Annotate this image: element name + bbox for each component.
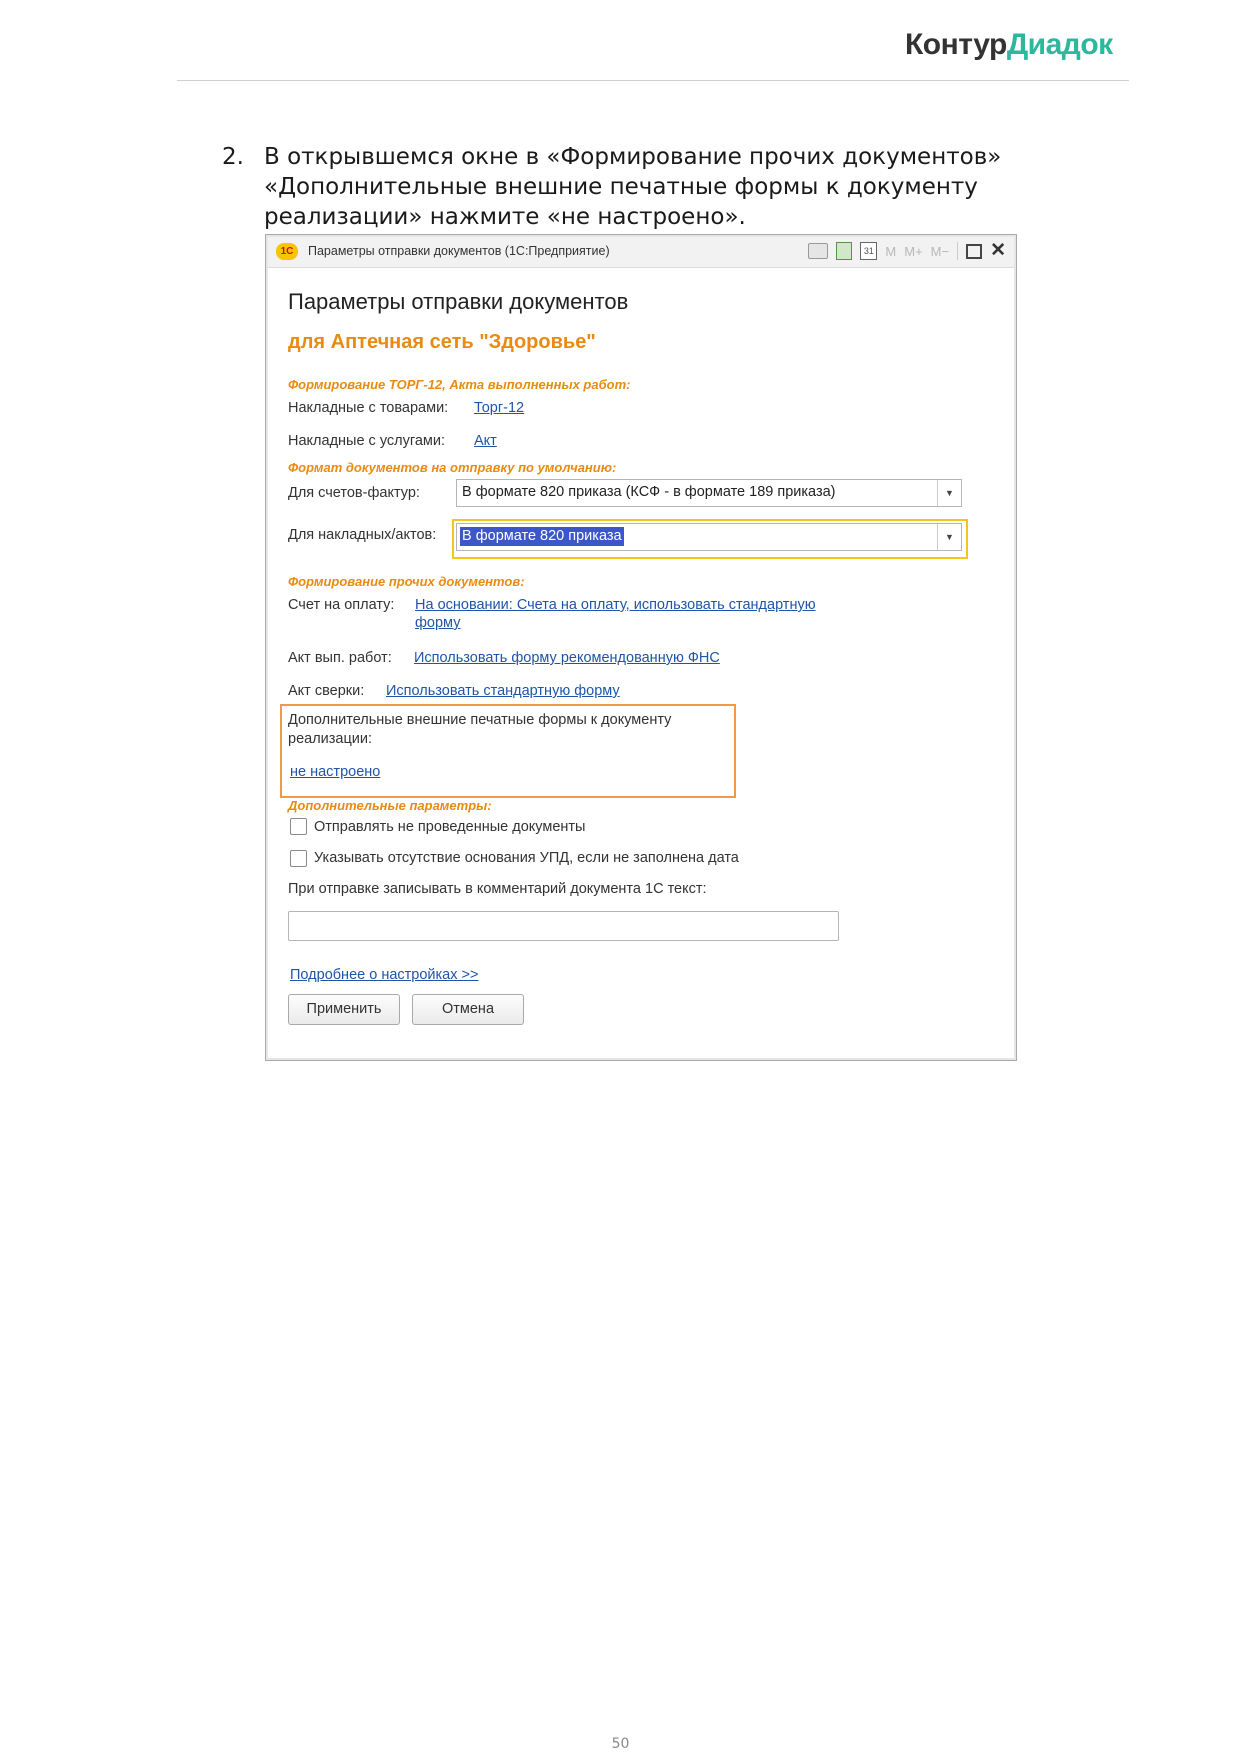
comment-input[interactable] <box>288 911 839 941</box>
payment-link-line1[interactable]: На основании: Счета на оплату, использовать стандартную <box>415 597 816 613</box>
services-link[interactable]: Акт <box>474 433 497 449</box>
section-other-title: Формирование прочих документов: <box>288 574 525 589</box>
act-label: Акт вып. работ: <box>288 650 392 666</box>
page-number: 50 <box>611 1736 630 1752</box>
invoices-format-select[interactable] <box>456 479 962 507</box>
waybills-label: Для накладных/актов: <box>288 527 437 543</box>
send-unposted-checkbox[interactable] <box>290 818 307 835</box>
step-number: 2. <box>222 144 244 170</box>
kontur-diadok-logo <box>905 28 1113 62</box>
close-icon[interactable]: ✕ <box>990 240 1006 261</box>
apply-button[interactable]: Применить <box>288 994 400 1025</box>
header-divider <box>177 80 1129 81</box>
memory-plus-icon[interactable]: M+ <box>904 243 923 259</box>
act-link[interactable]: Использовать форму рекомендованную ФНС <box>414 650 720 666</box>
not-configured-link[interactable]: не настроено <box>290 764 381 780</box>
send-parameters-window <box>265 234 1017 1061</box>
section-torg-title: Формирование ТОРГ-12, Акта выполненных работ: <box>288 377 631 392</box>
invoices-format-value: В формате 820 приказа (КСФ - в формате 189 приказа) <box>462 484 836 500</box>
logo-diadok: Диадок <box>1006 28 1113 61</box>
titlebar-icons <box>808 242 1006 260</box>
section-extra-title: Дополнительные параметры: <box>288 798 492 813</box>
goods-link[interactable]: Торг-12 <box>474 400 525 416</box>
maximize-icon[interactable] <box>966 244 982 259</box>
calendar-icon[interactable]: 31 <box>860 242 877 260</box>
waybills-format-value: В формате 820 приказа <box>462 528 622 544</box>
titlebar-separator <box>957 242 958 260</box>
step-text: В открывшемся окне в «Формирование прочих документов» «Дополнительные внешние печатные формы к документу реализации» нажмите «не настроено». <box>264 144 1002 230</box>
section-format-title: Формат документов на отправку по умолчанию: <box>288 460 617 475</box>
waybills-format-select[interactable] <box>456 523 962 551</box>
instruction-step <box>222 142 1082 232</box>
calculator-icon[interactable] <box>836 242 852 260</box>
chevron-down-icon[interactable]: ▼ <box>937 480 961 506</box>
chevron-down-icon[interactable]: ▼ <box>937 524 961 550</box>
invoices-label: Для счетов-фактур: <box>288 485 420 501</box>
window-titlebar <box>268 237 1014 268</box>
cancel-button[interactable]: Отмена <box>412 994 524 1025</box>
payment-label: Счет на оплату: <box>288 597 395 613</box>
extra-forms-label-line1: Дополнительные внешние печатные формы к документу <box>288 712 672 728</box>
form-subheading: для Аптечная сеть "Здоровье" <box>288 331 596 353</box>
services-label: Накладные с услугами: <box>288 433 446 449</box>
app-1c-icon: 1С <box>276 243 298 260</box>
comment-label: При отправке записывать в комментарий документа 1С текст: <box>288 881 707 897</box>
extra-forms-label-line2: реализации: <box>288 731 372 747</box>
upd-basis-label: Указывать отсутствие основания УПД, если не заполнена дата <box>314 850 739 866</box>
form-heading: Параметры отправки документов <box>288 289 629 314</box>
more-settings-link[interactable]: Подробнее о настройках >> <box>290 967 479 983</box>
logo-kontur: Контур <box>905 28 1007 61</box>
goods-label: Накладные с товарами: <box>288 400 449 416</box>
payment-link-line2[interactable]: форму <box>415 615 461 631</box>
memory-minus-icon[interactable]: M− <box>930 243 950 259</box>
send-unposted-label: Отправлять не проведенные документы <box>314 819 586 835</box>
print-icon[interactable] <box>808 243 828 259</box>
reconciliation-label: Акт сверки: <box>288 683 365 699</box>
memory-icon[interactable]: M <box>885 243 897 259</box>
reconciliation-link[interactable]: Использовать стандартную форму <box>386 683 620 699</box>
window-title: Параметры отправки документов (1С:Предприятие) <box>308 244 610 258</box>
upd-basis-checkbox[interactable] <box>290 850 307 867</box>
